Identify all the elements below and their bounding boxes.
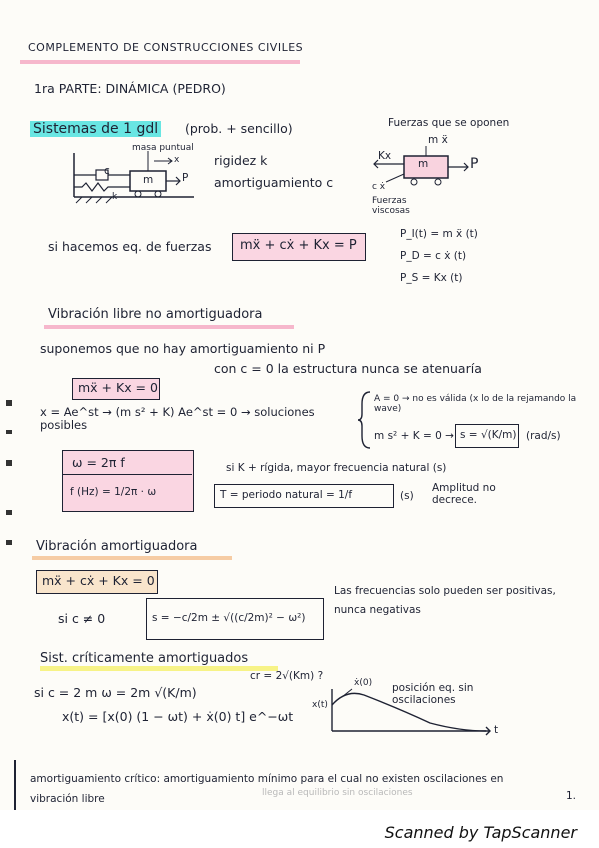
diagram-label-masa: masa puntual — [132, 143, 194, 153]
forces-label-m: m — [418, 158, 429, 170]
binding-mark — [6, 400, 12, 406]
section1-subtitle: (prob. + sencillo) — [185, 121, 293, 136]
section3-cond: si c ≠ 0 — [58, 611, 106, 626]
closing-faint: llega al equilibrio sin oscilaciones — [262, 788, 413, 798]
equilibrium-text: si hacemos eq. de fuerzas — [48, 239, 212, 254]
section4-line2: x(t) = [x(0) (1 − ωt) + ẋ(0) t] e^−ωt — [62, 709, 294, 724]
solution-2-units: (rad/s) — [526, 430, 561, 442]
section2-line1: suponemos que no hay amortiguamiento ni P — [40, 341, 326, 356]
desc-amortiguamiento: amortiguamiento c — [214, 175, 334, 190]
solution-1: A = 0 → no es válida (x lo de la rejamando la wave) — [374, 394, 577, 415]
diagram-label-k: k — [112, 192, 118, 202]
section4-line1: si c = 2 m ω = 2m √(K/m) — [34, 685, 197, 700]
equation-main: mẍ + cẋ + Kx = P — [240, 238, 357, 253]
closing-text: amortiguamiento crítico: amortiguamiento mínimo para el cual no existen oscilaciones en vibración libre — [30, 773, 504, 805]
force-spring: P_S = Kx (t) — [400, 272, 463, 284]
rigid-note: si K + rígida, mayor frecuencia natural (s) — [226, 462, 447, 474]
solution-brace — [356, 390, 376, 450]
part-title: 1ra PARTE: DINÁMICA (PEDRO) — [34, 81, 226, 96]
binding-mark — [6, 510, 12, 515]
page-number: 1. — [566, 790, 577, 802]
section4-title: Sist. críticamente amortiguados — [40, 651, 249, 666]
section2-title: Vibración libre no amortiguadora — [48, 307, 263, 322]
section3-formula: s = −c/2m ± √((c/2m)² − ω²) — [152, 612, 306, 624]
section2-eq2: x = Ae^st → (m s² + K) Ae^st = 0 → soluciones posibles — [40, 405, 315, 433]
forces-label-p: P — [470, 156, 479, 172]
section2-underline — [44, 325, 294, 329]
solution-2: m s² + K = 0 → — [374, 430, 454, 442]
graph-label-t: t — [494, 724, 499, 736]
desc-rigidez: rigidez k — [214, 153, 268, 168]
section3-title: Vibración amortiguadora — [36, 539, 198, 554]
scanner-watermark: Scanned by TapScanner — [384, 823, 577, 842]
section4-underline — [40, 666, 278, 671]
period-units: (s) — [400, 490, 414, 502]
binding-mark — [6, 430, 12, 434]
diagram-label-x: x — [174, 155, 180, 165]
section2-line2: con c = 0 la estructura nunca se atenuaría — [214, 361, 482, 376]
section3-underline — [32, 556, 232, 560]
forces-label-cx: c ẋ — [372, 182, 386, 192]
solution-2-value: s = √(K/m) — [460, 429, 517, 441]
section4-cr: cr = 2√(Km) ? — [250, 670, 324, 682]
forces-title: Fuerzas que se oponen — [388, 117, 510, 129]
graph-label-x0: ẋ(0) — [354, 678, 373, 688]
force-inertia: P_I(t) = m ẍ (t) — [400, 228, 478, 240]
section1-title: Sistemas de 1 gdl — [30, 121, 161, 137]
section3-eq: mẍ + cẋ + Kx = 0 — [42, 573, 155, 588]
diagram-label-m: m — [143, 174, 154, 186]
graph-label-xt: x(t) — [312, 700, 328, 710]
force-damping: P_D = c ẋ (t) — [400, 250, 467, 262]
omega-formula: ω = 2π f — [72, 455, 125, 470]
graph-label-pos: posición eq. sin oscilaciones — [392, 682, 474, 707]
forces-label-kx: Kx — [378, 150, 392, 162]
section3-note: Las frecuencias solo pueden ser positivas, nunca negativas — [334, 585, 556, 616]
forces-label-viscosas: Fuerzas viscosas — [372, 196, 410, 217]
doc-header: COMPLEMENTO DE CONSTRUCCIONES CIVILES — [28, 41, 304, 54]
forces-label-mx: m ẍ — [428, 134, 448, 146]
binding-mark — [6, 540, 12, 545]
diagram-label-p: P — [182, 172, 189, 184]
binding-mark — [6, 460, 12, 466]
freq-formula: f (Hz) = 1/2π · ω — [70, 486, 157, 498]
amplitude-note: Amplitud no decrece. — [432, 482, 496, 507]
diagram-label-c: c — [104, 165, 110, 177]
frequency-divider — [62, 474, 192, 475]
period-formula: T = periodo natural = 1/f — [220, 489, 353, 501]
section2-eq1: mẍ + Kx = 0 — [78, 380, 158, 395]
header-underline — [20, 60, 300, 64]
